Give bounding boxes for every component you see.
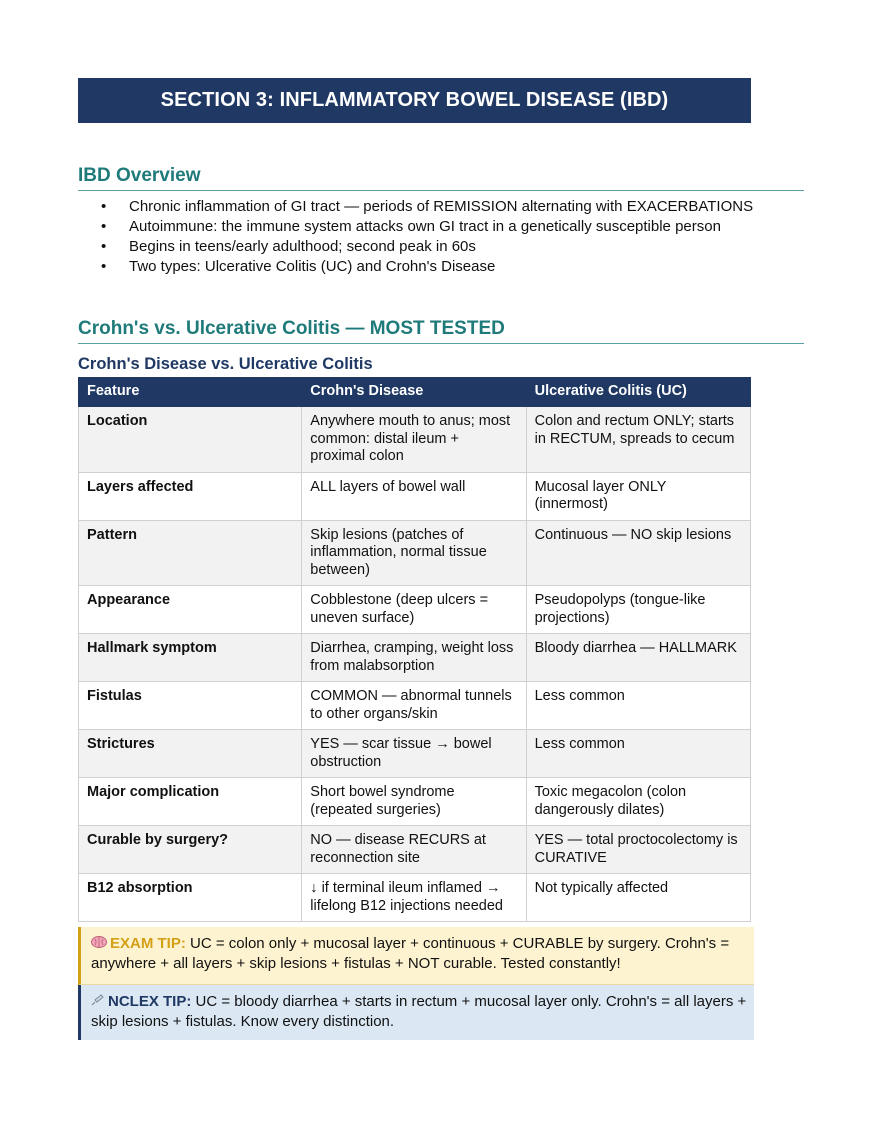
list-item: • Chronic inflammation of GI tract — periods of REMISSION alternating with EXACERBATIONS xyxy=(101,198,754,215)
section-banner xyxy=(78,78,751,123)
bullet-icon: • xyxy=(101,198,107,215)
nclex-tip-text: UC = bloody diarrhea + starts in rectum + mucosal layer only. Crohn's = all layers + skip lesions + fistulas. Know every distinction. xyxy=(91,993,747,1030)
table-caption: Crohn's Disease vs. Ulcerative Colitis xyxy=(78,355,373,373)
table-row xyxy=(79,682,751,730)
crohns-cell: Skip lesions (patches of inflammation, normal tissue between) xyxy=(302,520,526,586)
table-row xyxy=(79,730,751,778)
list-item: • Autoimmune: the immune system attacks own GI tract in a genetically susceptible person xyxy=(101,218,721,235)
uc-cell: Not typically affected xyxy=(526,874,750,922)
table-row xyxy=(79,520,751,586)
column-header: Ulcerative Colitis (UC) xyxy=(526,378,750,407)
crohns-cell: ↓ if terminal ileum inflamed → lifelong B12 injections needed xyxy=(302,874,526,922)
comparison-table xyxy=(78,377,751,922)
uc-cell: Toxic megacolon (colon dangerously dilates) xyxy=(526,778,750,826)
table-row xyxy=(79,586,751,634)
uc-cell: Continuous — NO skip lesions xyxy=(526,520,750,586)
feature-cell: Fistulas xyxy=(79,682,302,730)
feature-cell: Pattern xyxy=(79,520,302,586)
uc-cell: Less common xyxy=(526,730,750,778)
bullet-icon: • xyxy=(101,258,107,275)
table-row xyxy=(79,826,751,874)
overview-bullet-list xyxy=(78,197,818,277)
bullet-icon: • xyxy=(101,218,107,235)
table-row xyxy=(79,874,751,922)
crohns-cell: Cobblestone (deep ulcers = uneven surface) xyxy=(302,586,526,634)
nclex-tip-callout xyxy=(78,985,754,1040)
feature-cell: Layers affected xyxy=(79,472,302,520)
syringe-icon xyxy=(91,992,105,1012)
uc-cell: Less common xyxy=(526,682,750,730)
nclex-tip-label: NCLEX TIP: xyxy=(108,993,192,1010)
section-title: SECTION 3: INFLAMMATORY BOWEL DISEASE (IBD) xyxy=(160,89,669,111)
crohns-cell: NO — disease RECURS at reconnection site xyxy=(302,826,526,874)
uc-cell: Bloody diarrhea — HALLMARK xyxy=(526,634,750,682)
list-item: • Begins in teens/early adulthood; second peak in 60s xyxy=(101,238,476,255)
crohns-cell: ALL layers of bowel wall xyxy=(302,472,526,520)
crohns-cell: Anywhere mouth to anus; most common: distal ileum + proximal colon xyxy=(302,407,526,473)
feature-cell: Strictures xyxy=(79,730,302,778)
table-header-row xyxy=(79,378,751,407)
exam-tip-text: UC = colon only + mucosal layer + continuous + CURABLE by surgery. Crohn's = anywhere + all layers + skip lesions + fistulas + NOT curable. Tested constantly! xyxy=(91,935,730,972)
uc-cell: Colon and rectum ONLY; starts in RECTUM, spreads to cecum xyxy=(526,407,750,473)
crohns-cell: Short bowel syndrome (repeated surgeries) xyxy=(302,778,526,826)
crohns-cell: Diarrhea, cramping, weight loss from malabsorption xyxy=(302,634,526,682)
crohns-cell: COMMON — abnormal tunnels to other organs/skin xyxy=(302,682,526,730)
bullet-icon: • xyxy=(101,238,107,255)
feature-cell: Hallmark symptom xyxy=(79,634,302,682)
feature-cell: B12 absorption xyxy=(79,874,302,922)
table-body xyxy=(79,407,751,922)
brain-icon xyxy=(91,934,107,954)
feature-cell: Curable by surgery? xyxy=(79,826,302,874)
table-row xyxy=(79,472,751,520)
feature-cell: Major complication xyxy=(79,778,302,826)
table-row xyxy=(79,407,751,473)
column-header: Crohn's Disease xyxy=(302,378,526,407)
list-item: • Two types: Ulcerative Colitis (UC) and Crohn's Disease xyxy=(101,258,496,275)
exam-tip-label: EXAM TIP: xyxy=(110,935,186,952)
feature-cell: Appearance xyxy=(79,586,302,634)
uc-cell: YES — total proctocolectomy is CURATIVE xyxy=(526,826,750,874)
comparison-heading: Crohn's vs. Ulcerative Colitis — MOST TESTED xyxy=(78,318,804,344)
uc-cell: Mucosal layer ONLY (innermost) xyxy=(526,472,750,520)
table-row xyxy=(79,778,751,826)
feature-cell: Location xyxy=(79,407,302,473)
uc-cell: Pseudopolyps (tongue-like projections) xyxy=(526,586,750,634)
column-header: Feature xyxy=(79,378,302,407)
overview-heading: IBD Overview xyxy=(78,165,804,191)
crohns-cell: YES — scar tissue → bowel obstruction xyxy=(302,730,526,778)
table-row xyxy=(79,634,751,682)
exam-tip-callout xyxy=(78,927,754,985)
